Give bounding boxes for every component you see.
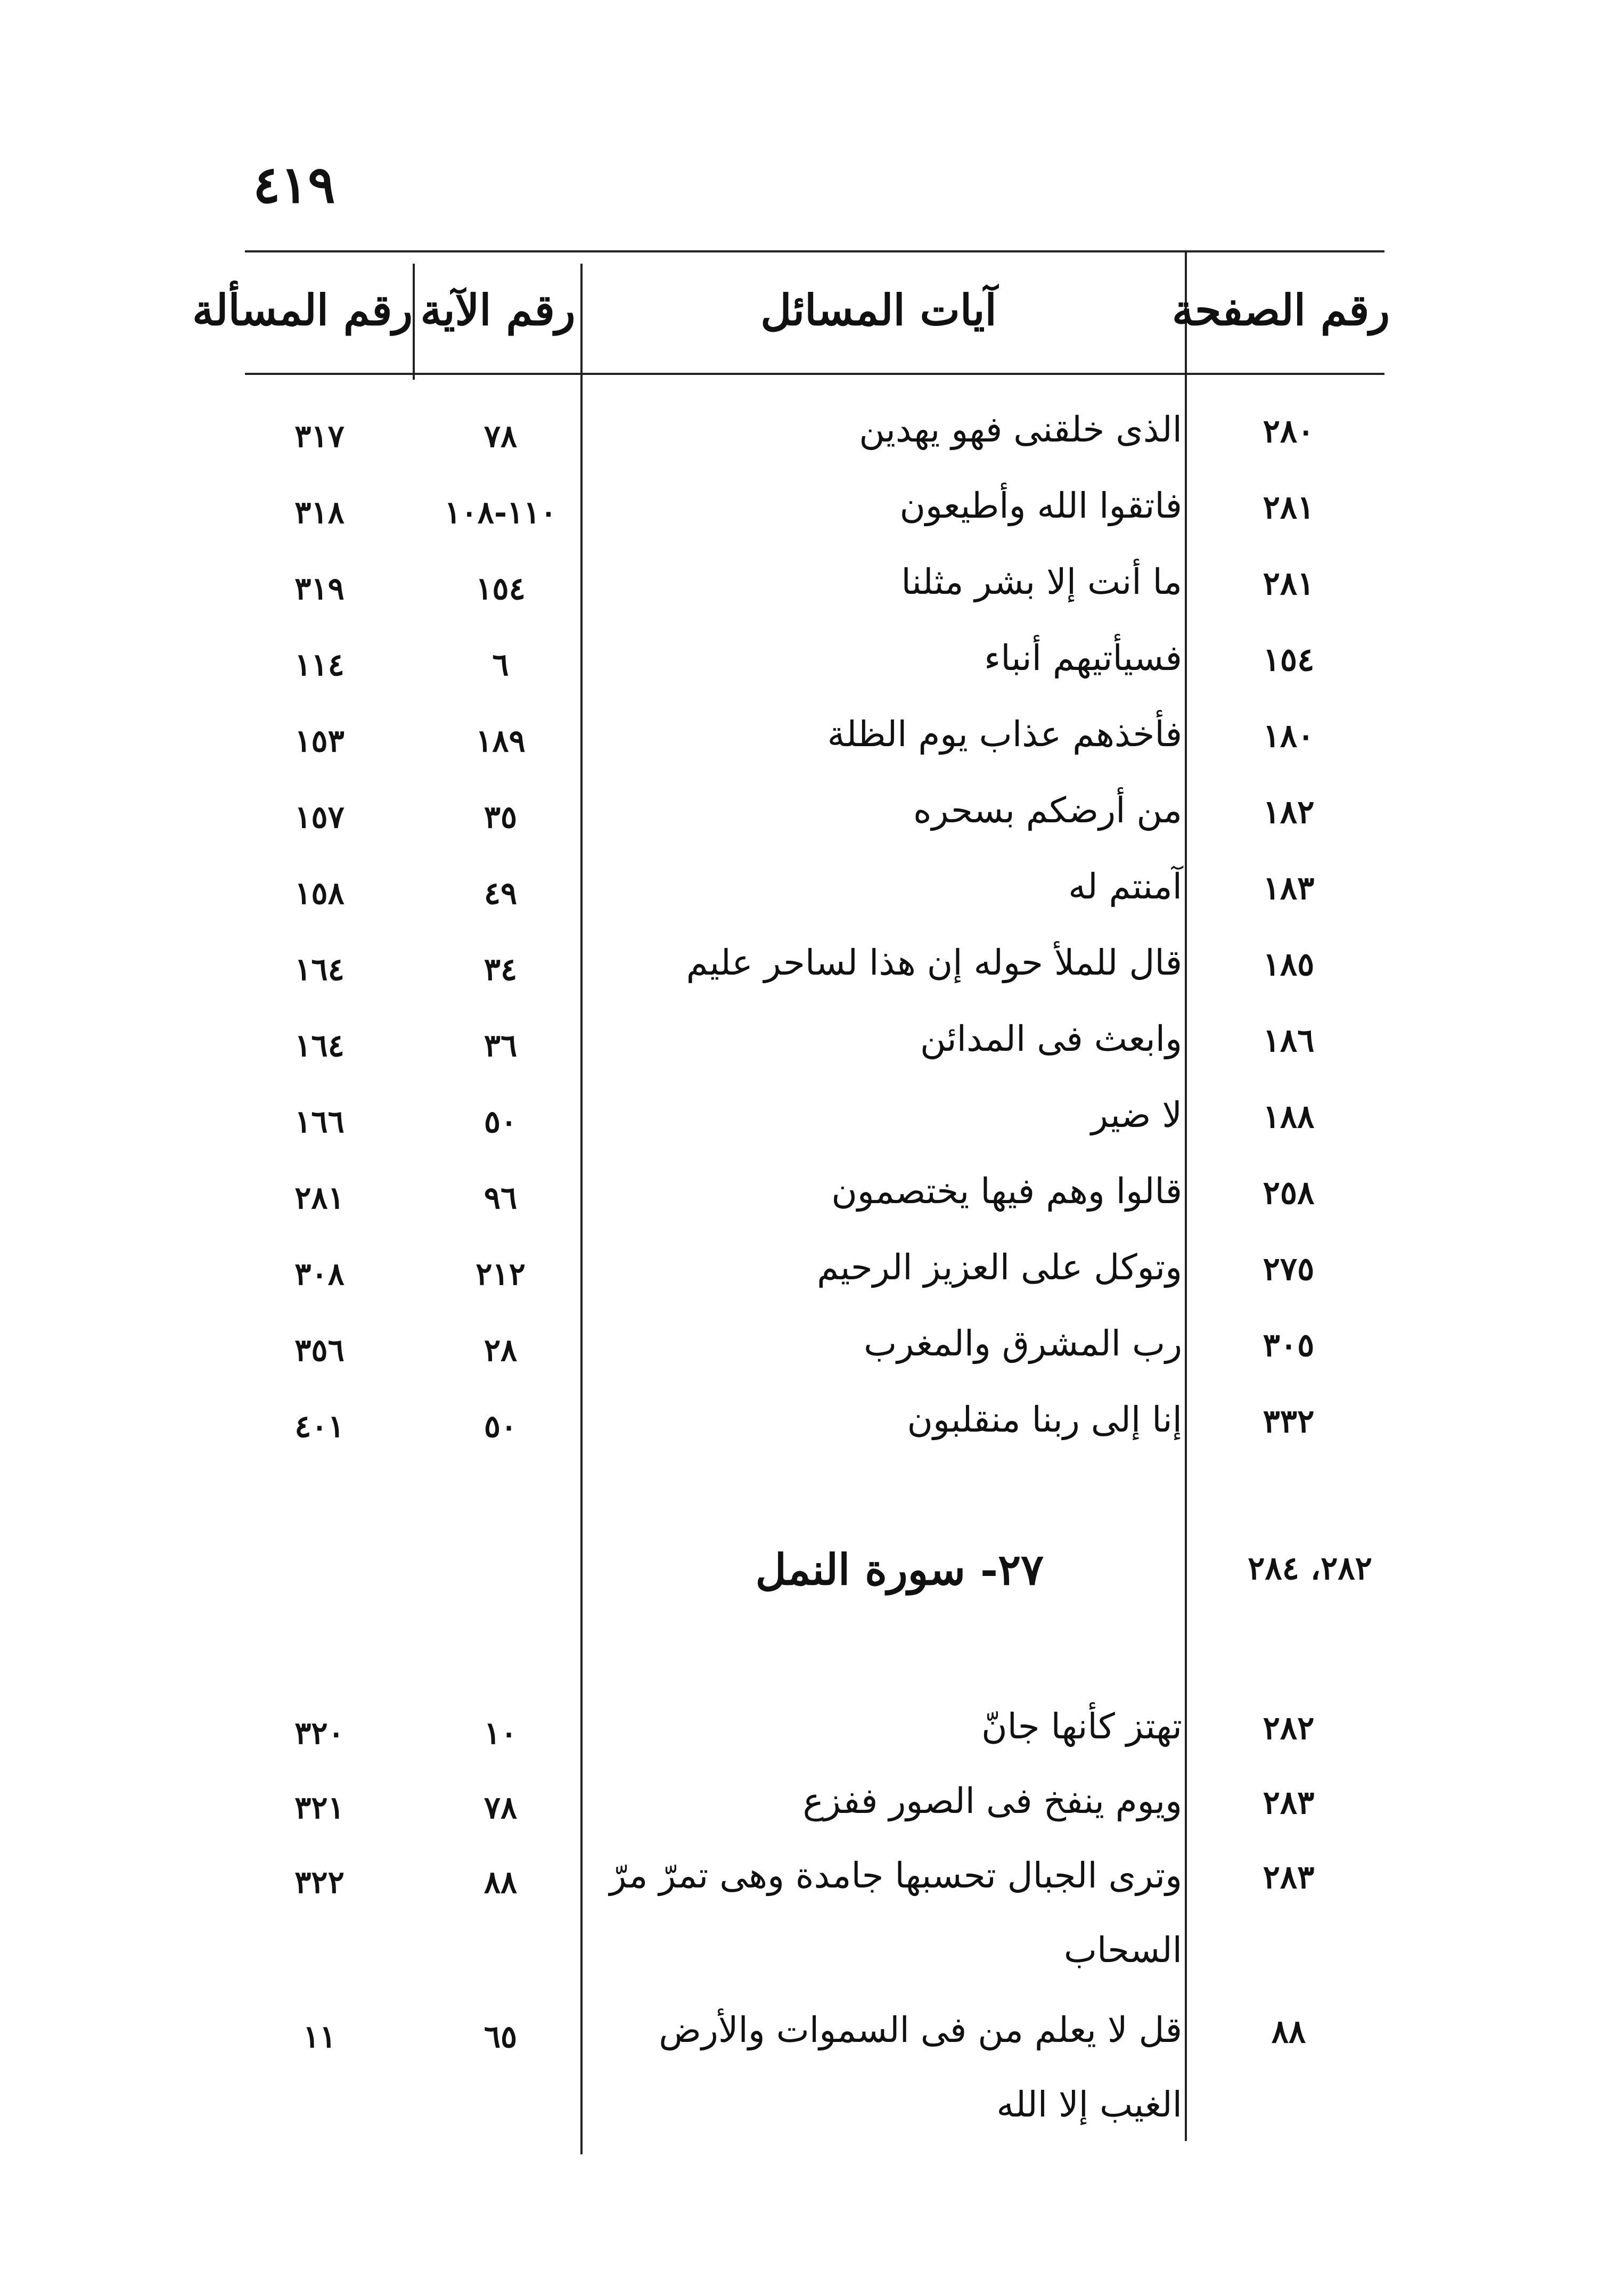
row-verse: من أرضكم بسحره bbox=[913, 790, 1182, 831]
row-aya: ٧٨ bbox=[484, 1790, 518, 1826]
row-masala: ٤٠١ bbox=[294, 1408, 345, 1444]
row-aya: ٢١٢ bbox=[476, 1256, 526, 1292]
row-page: ٢٨٠ bbox=[1263, 413, 1315, 450]
row-aya: ١٠ bbox=[484, 1715, 518, 1751]
row-verse: آمنتم له bbox=[1068, 866, 1182, 907]
row-masala: ١١٤ bbox=[294, 647, 345, 683]
row-page: ٢٨٢ bbox=[1263, 1710, 1315, 1747]
row-aya: ٣٥ bbox=[484, 799, 518, 835]
row-page: ١٨٢ bbox=[1263, 794, 1315, 831]
row-page: ٢٨٣ bbox=[1263, 1859, 1315, 1896]
row-aya: ٨٨ bbox=[484, 1864, 518, 1900]
row-masala: ٣٥٦ bbox=[294, 1332, 345, 1368]
row-verse: قالوا وهم فيها يختصمون bbox=[831, 1171, 1182, 1212]
row-masala: ٣١٩ bbox=[294, 570, 345, 607]
column-divider-page-verses bbox=[1185, 250, 1187, 2141]
row-aya: ٩٦ bbox=[484, 1180, 518, 1216]
row-aya: ٦٥ bbox=[484, 2019, 518, 2055]
row-aya: ٣٦ bbox=[484, 1027, 518, 1064]
row-aya: ٦ bbox=[492, 647, 509, 683]
row-masala: ٣٢٠ bbox=[294, 1715, 345, 1751]
row-masala: ٢٨١ bbox=[294, 1180, 345, 1216]
row-verse: وترى الجبال تحسبها جامدة وهى تمرّ مرّ bbox=[609, 1855, 1182, 1896]
row-aya: ٣٤ bbox=[484, 951, 518, 987]
row-aya: ٧٨ bbox=[484, 418, 518, 454]
header-page: رقم الصفحة bbox=[1172, 285, 1390, 335]
row-page: ٨٨ bbox=[1271, 2013, 1306, 2050]
row-aya: ١٨٩ bbox=[476, 723, 526, 759]
row-masala: ١٦٤ bbox=[294, 1027, 345, 1064]
row-masala: ١٦٦ bbox=[294, 1104, 345, 1140]
row-verse: فأخذهم عذاب يوم الظلة bbox=[827, 714, 1182, 755]
column-divider-aya-masala bbox=[413, 264, 415, 380]
row-page: ٢٨٣ bbox=[1263, 1784, 1315, 1821]
row-page: ٢٨١ bbox=[1263, 489, 1315, 526]
row-masala: ١٥٨ bbox=[294, 875, 345, 911]
row-page: ٢٥٨ bbox=[1263, 1174, 1315, 1212]
row-masala: ٣١٨ bbox=[294, 494, 345, 530]
row-aya: ١١٠-١٠٨ bbox=[444, 494, 557, 530]
row-verse: ما أنت إلا بشر مثلنا bbox=[901, 561, 1182, 602]
row-aya: ٢٨ bbox=[484, 1332, 518, 1368]
row-page: ١٥٤ bbox=[1263, 641, 1315, 679]
row-verse: إنا إلى ربنا منقلبون bbox=[907, 1399, 1182, 1440]
row-page: ٣٠٥ bbox=[1263, 1327, 1315, 1364]
row-masala: ٣١٧ bbox=[294, 418, 345, 454]
column-divider-verses-aya bbox=[580, 264, 583, 2154]
header-aya: رقم الآية bbox=[420, 285, 576, 335]
page-number: ٤١٩ bbox=[253, 154, 335, 215]
row-masala: ١٥٧ bbox=[294, 799, 345, 835]
header-top-rule bbox=[245, 250, 1384, 252]
row-verse: قال للملأ حوله إن هذا لساحر عليم bbox=[686, 942, 1182, 983]
row-aya: ١٥٤ bbox=[476, 570, 526, 607]
row-masala: ٣٢١ bbox=[294, 1790, 345, 1826]
row-verse: رب المشرق والمغرب bbox=[864, 1323, 1182, 1364]
row-page: ١٨٣ bbox=[1263, 870, 1315, 907]
row-masala: ١٥٣ bbox=[294, 723, 345, 759]
row-verse: لا ضير bbox=[1091, 1094, 1182, 1135]
row-verse: فاتقوا الله وأطيعون bbox=[899, 485, 1182, 526]
row-verse: وتوكل على العزيز الرحيم bbox=[817, 1247, 1182, 1288]
row-verse: الذى خلقنى فهو يهدين bbox=[859, 409, 1182, 450]
row-page: ٢٧٥ bbox=[1263, 1251, 1315, 1288]
row-page: ١٨٨ bbox=[1263, 1098, 1315, 1135]
row-masala: ٣٢٢ bbox=[294, 1864, 345, 1900]
row-aya: ٥٠ bbox=[484, 1408, 518, 1444]
sura-pages: ٢٨٢، ٢٨٤ bbox=[1248, 1550, 1372, 1587]
row-verse: فسيأتيهم أنباء bbox=[984, 638, 1182, 679]
row-verse: وابعث فى المدائن bbox=[920, 1018, 1182, 1059]
row-aya: ٥٠ bbox=[484, 1104, 518, 1140]
row-masala: ١٦٤ bbox=[294, 951, 345, 987]
row-page: ٢٨١ bbox=[1263, 565, 1315, 602]
header-verses: آيات المسائل bbox=[760, 285, 997, 335]
row-masala: ٣٠٨ bbox=[294, 1256, 345, 1292]
row-verse-continued: السحاب bbox=[1063, 1930, 1182, 1971]
row-verse: ويوم ينفخ فى الصور ففزع bbox=[802, 1780, 1182, 1821]
row-page: ١٨٥ bbox=[1263, 946, 1315, 983]
row-verse: تهتز كأنها جانّ bbox=[981, 1706, 1182, 1747]
header-masala: رقم المسألة bbox=[192, 285, 413, 335]
row-masala: ١١ bbox=[302, 2019, 337, 2055]
row-verse: قل لا يعلم من فى السموات والأرض bbox=[659, 2009, 1182, 2050]
row-page: ١٨٦ bbox=[1263, 1022, 1315, 1059]
row-aya: ٤٩ bbox=[484, 875, 518, 911]
sura-title: ٢٧- سورة النمل bbox=[755, 1545, 1044, 1595]
row-verse-continued: الغيب إلا الله bbox=[996, 2084, 1182, 2125]
header-bottom-rule bbox=[245, 373, 1384, 375]
row-page: ٣٣٢ bbox=[1263, 1403, 1315, 1440]
row-page: ١٨٠ bbox=[1263, 717, 1315, 755]
